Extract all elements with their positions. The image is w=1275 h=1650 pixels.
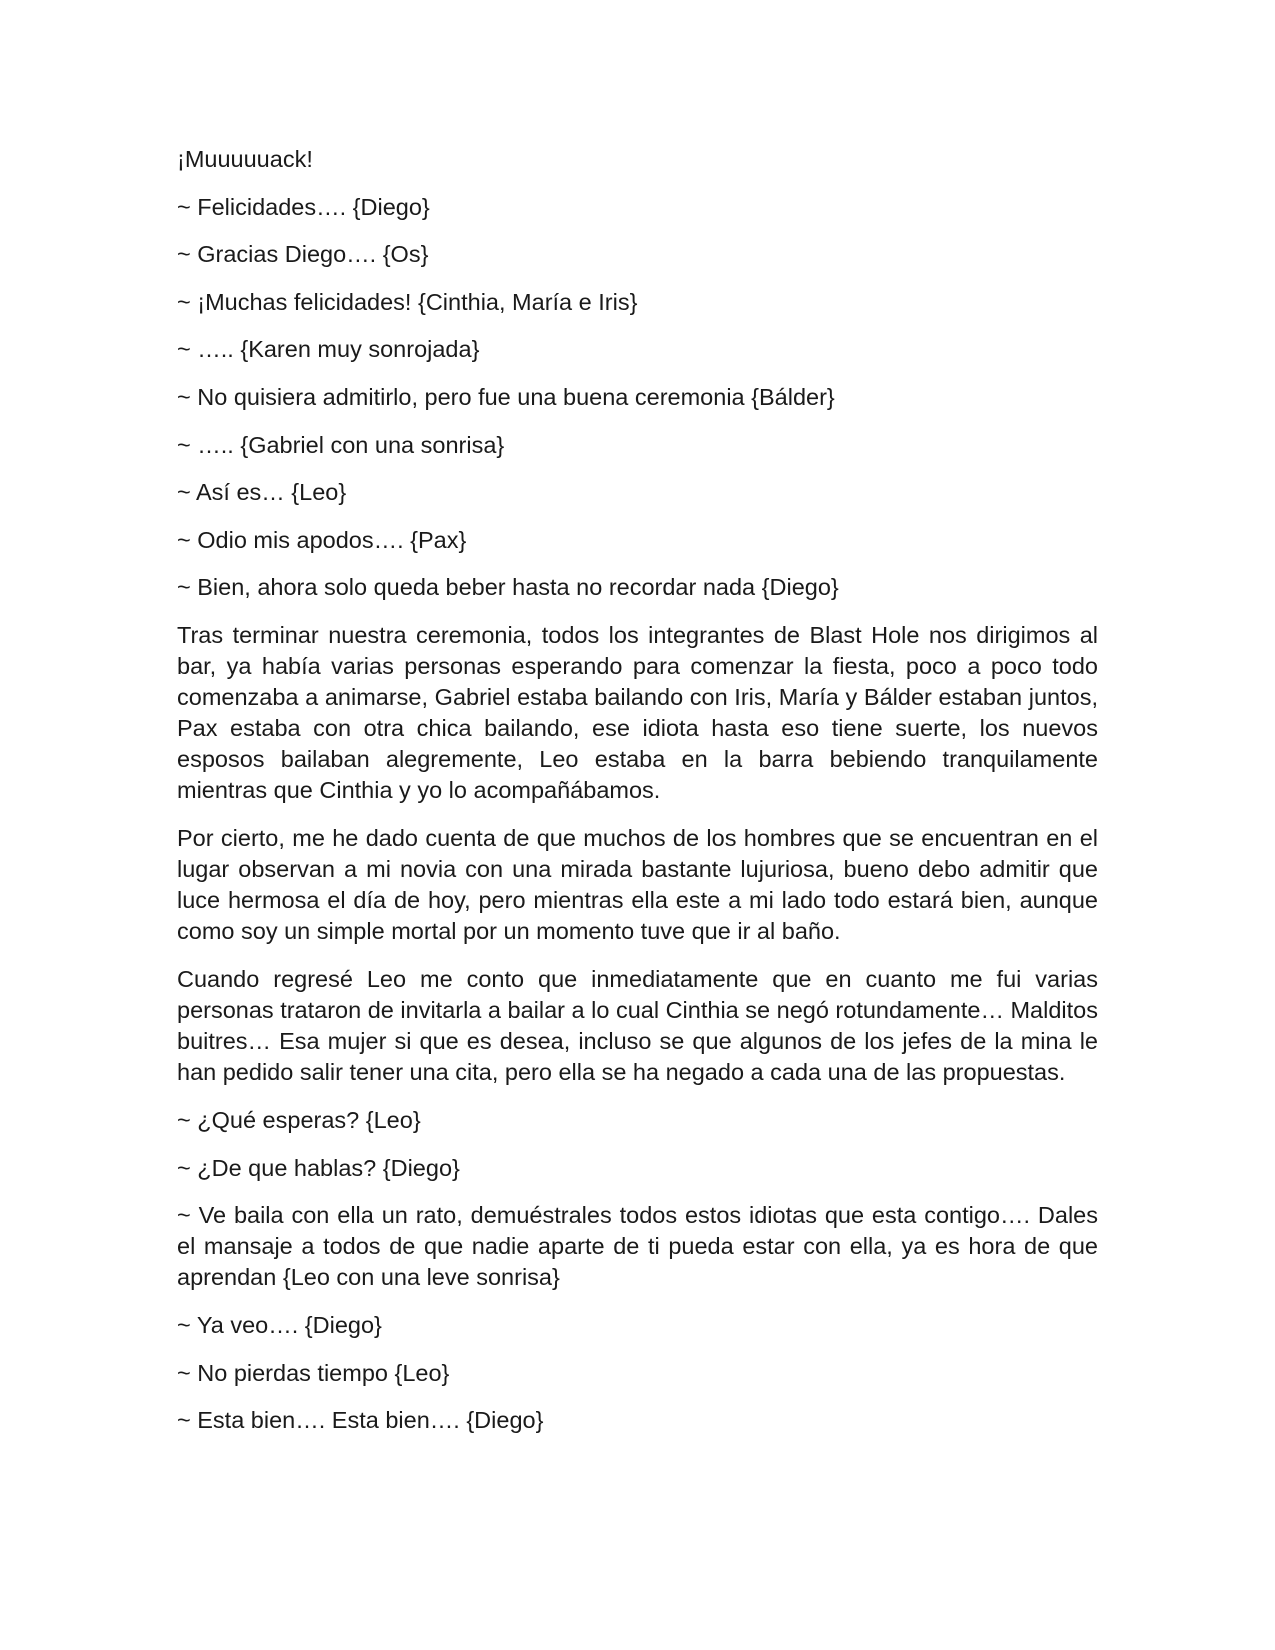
narrative-paragraph: Cuando regresé Leo me conto que inmediatamente que en cuanto me fui varias personas trataron de invitarla a bailar a lo cual Cinthia se negó rotundamente… Malditos buitres… Esa mujer si que es desea, incluso se que algunos de los jefes de la mina le han pedido salir tener una cita, pero ella se ha negado a cada una de las propuestas. <box>177 965 1098 1085</box>
dialog-line: ~ ¿De que hablas? {Diego} <box>177 1154 460 1181</box>
dialog-line: ~ Así es… {Leo} <box>177 479 347 506</box>
dialog-line: ~ No pierdas tiempo {Leo} <box>177 1359 450 1386</box>
dialog-line: ~ Bien, ahora solo queda beber hasta no recordar nada {Diego} <box>177 574 839 601</box>
dialog-line: ~ ….. {Gabriel con una sonrisa} <box>177 431 505 458</box>
dialog-line: ~ ¡Muchas felicidades! {Cinthia, María e Iris} <box>177 288 638 315</box>
dialog-line: ~ Esta bien…. Esta bien…. {Diego} <box>177 1407 544 1434</box>
dialog-paragraph: ~ Ve baila con ella un rato, demuéstrales todos estos idiotas que esta contigo…. Dales el mansaje a todos de que nadie aparte de ti pueda estar con ella, ya es hora de que aprendan {Leo con una leve sonrisa} <box>177 1202 1098 1291</box>
exclamation-line: ¡Muuuuuack! <box>177 146 313 172</box>
dialog-line: ~ Odio mis apodos…. {Pax} <box>177 526 467 553</box>
dialog-line: ~ ….. {Karen muy sonrojada} <box>177 336 480 363</box>
dialog-line: ~ ¿Qué esperas? {Leo} <box>177 1106 421 1133</box>
dialog-line: ~ No quisiera admitirlo, pero fue una buena ceremonia {Bálder} <box>177 383 835 410</box>
narrative-paragraph: Tras terminar nuestra ceremonia, todos los integrantes de Blast Hole nos dirigimos al bar, ya había varias personas esperando para comenzar la fiesta, poco a poco todo comenzaba a animarse, Gabriel estaba bailando con Iris, María y Bálder estaban juntos, Pax estaba con otra chica bailando, ese idiota hasta eso tiene suerte, los nuevos esposos bailaban alegremente, Leo estaba en la barra bebiendo tranquilamente mientras que Cinthia y yo lo acompañábamos. <box>177 621 1098 803</box>
dialog-line: ~ Ya veo…. {Diego} <box>177 1312 382 1339</box>
document-page <box>177 144 1098 1453</box>
dialog-line: ~ Gracias Diego…. {Os} <box>177 241 429 268</box>
narrative-paragraph: Por cierto, me he dado cuenta de que muchos de los hombres que se encuentran en el lugar observan a mi novia con una mirada bastante lujuriosa, bueno debo admitir que luce hermosa el día de hoy, pero mientras ella este a mi lado todo estará bien, aunque como soy un simple mortal por un momento tuve que ir al baño. <box>177 824 1098 944</box>
dialog-line: ~ Felicidades…. {Diego} <box>177 193 430 220</box>
